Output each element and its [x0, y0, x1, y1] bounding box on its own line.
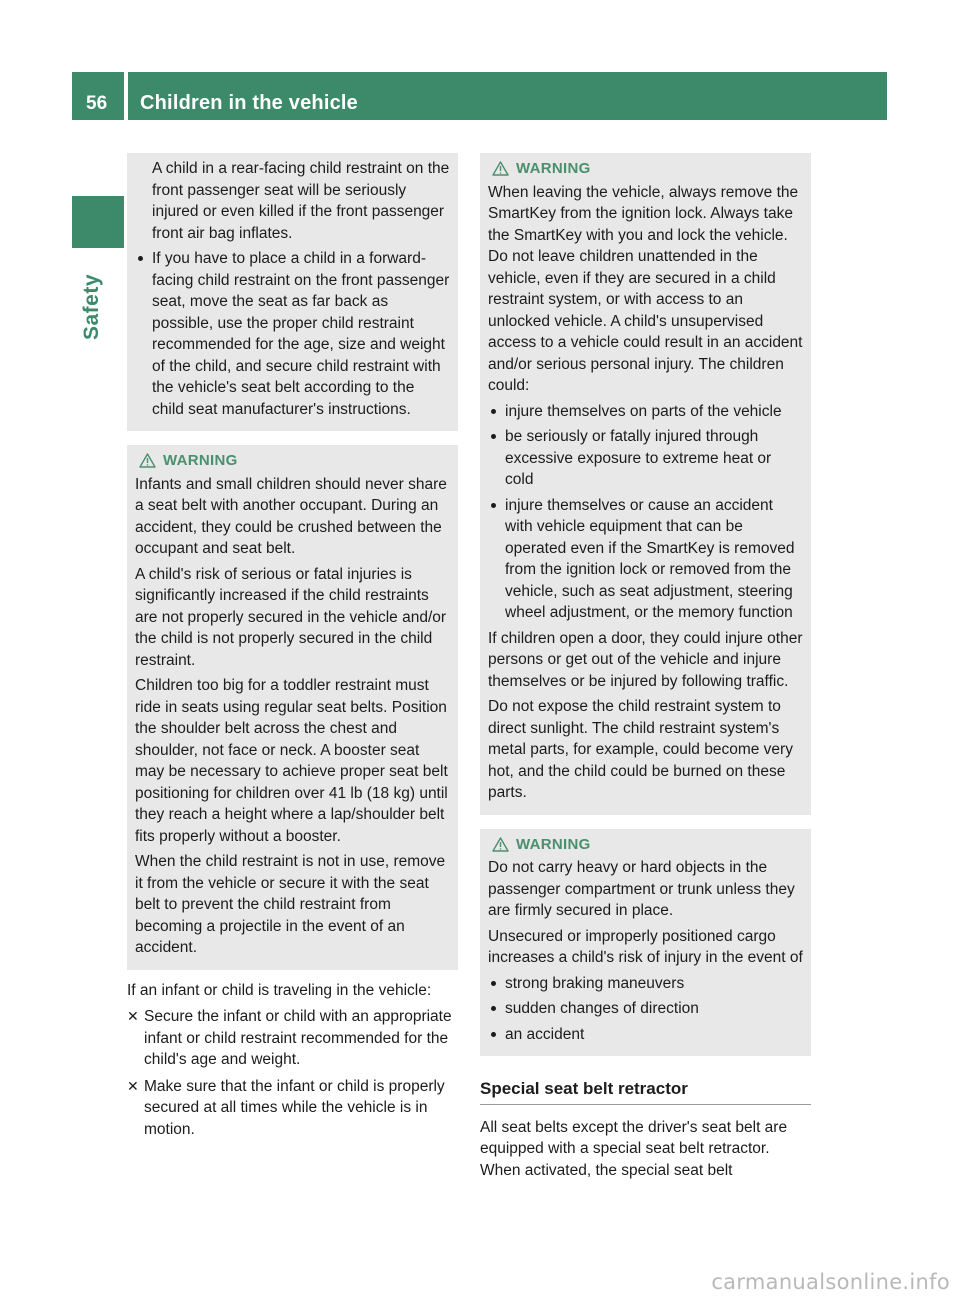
list-item: If you have to place a child in a forward-facing child restraint on the front passenger seat, move the seat as far back as possible, use the proper child restraint recommended for the age, size and weight of the child, and secure child restraint with the vehicle's seat belt according to the child seat manufacturer's instructions.: [135, 248, 450, 420]
section-marker: [72, 196, 124, 248]
bullet-list: [488, 401, 803, 624]
list-item: injure themselves or cause an accident with vehicle equipment that can be operated even if the SmartKey is removed from the ignition lock or removed from the vehicle, such as seat adjustment, steering wheel adjustment, or the memory function: [488, 495, 803, 624]
warning-paragraph: Children too big for a toddler restraint must ride in seats using regular seat belts. Position the shoulder belt across the chest and shoulder, not face or neck. A booster seat may be necessary to achieve proper seat belt positioning for children over 41 lb (18 kg) until they reach a height where a lap/shoulder belt fits properly without a booster.: [135, 677, 448, 845]
box-continuation-text: A child in a rear-facing child restraint on the front passenger seat will be seriously injured or even killed if the front passenger front air bag inflates.: [152, 160, 450, 242]
bullet-list: [135, 248, 450, 420]
instructions: [127, 980, 458, 1141]
bullet-list: [488, 973, 803, 1046]
step-list: [127, 1006, 458, 1140]
step-item: ✕ Make sure that the infant or child is properly secured at all times while the vehicle is in motion.: [127, 1077, 445, 1138]
warning-triangle-icon: [492, 837, 509, 852]
left-column: [127, 153, 458, 1145]
warning-paragraph: If children open a door, they could injure other persons or get out of the vehicle and injure themselves or be injured by following traffic.: [488, 629, 803, 690]
warning-paragraph: Unsecured or improperly positioned cargo increases a child's risk of injury in the event of: [488, 927, 803, 966]
list-item: an accident: [488, 1024, 803, 1046]
list-item: injure themselves on parts of the vehicle: [488, 401, 803, 423]
warning-heading: WARNING: [492, 158, 803, 180]
warning-paragraph: Infants and small children should never share a seat belt with another occupant. During an accident, they could be crushed between the occupant and seat belt.: [135, 475, 447, 557]
step-item: ✕ Secure the infant or child with an appropriate infant or child restraint recommended for the child's age and weight.: [127, 1008, 452, 1068]
list-item: strong braking maneuvers: [488, 973, 803, 995]
warning-box-unattended: [480, 153, 811, 815]
warning-triangle-icon: [492, 161, 509, 176]
section-text: All seat belts except the driver's seat belt are equipped with a special seat belt retractor. When activated, the special seat belt: [480, 1118, 788, 1179]
watermark: carmanualsonline.info: [711, 1270, 950, 1294]
note-box-child-restraint: [127, 153, 458, 431]
right-column: [480, 153, 811, 1181]
list-item: sudden changes of direction: [488, 998, 803, 1020]
warning-paragraph: A child's risk of serious or fatal injuries is significantly increased if the child restraints are not properly secured in the vehicle and/or the child is not properly secured in the child restraint.: [135, 565, 447, 669]
list-item: be seriously or fatally injured through excessive exposure to extreme heat or cold: [488, 426, 803, 491]
instructions-intro: If an infant or child is traveling in the vehicle:: [127, 981, 432, 999]
step-arrow-icon: ✕: [127, 1008, 139, 1024]
page-number: 56: [72, 72, 124, 120]
warning-heading: WARNING: [492, 834, 803, 856]
warning-box-shared-belt: [127, 445, 458, 970]
warning-paragraph: Do not expose the child restraint system to direct sunlight. The child restraint system's metal parts, for example, could become very hot, and the child could be burned on these parts.: [488, 698, 793, 801]
warning-paragraph: Do not carry heavy or hard objects in the passenger compartment or trunk unless they are firmly secured in place.: [488, 859, 795, 919]
warning-paragraph: When the child restraint is not in use, remove it from the vehicle or secure it with the seat belt to prevent the child restraint from becoming a projectile in the event of an accident.: [135, 853, 446, 956]
warning-heading: WARNING: [139, 450, 450, 472]
page-header-title: Children in the vehicle: [128, 72, 887, 120]
section-label: Safety: [80, 273, 103, 340]
warning-paragraph: When leaving the vehicle, always remove the SmartKey from the ignition lock. Always take the SmartKey with you and lock the vehicle. Do not leave children unattended in the vehicle, even if they are secured in a child restraint system, or with access to an unlocked vehicle. A child's unsupervised access to a vehicle could result in an accident and/or serious personal injury. The children could:: [488, 183, 803, 394]
warning-box-cargo: [480, 829, 811, 1057]
warning-triangle-icon: [139, 453, 156, 468]
section-heading: Special seat belt retractor: [480, 1078, 811, 1105]
step-arrow-icon: ✕: [127, 1077, 139, 1094]
